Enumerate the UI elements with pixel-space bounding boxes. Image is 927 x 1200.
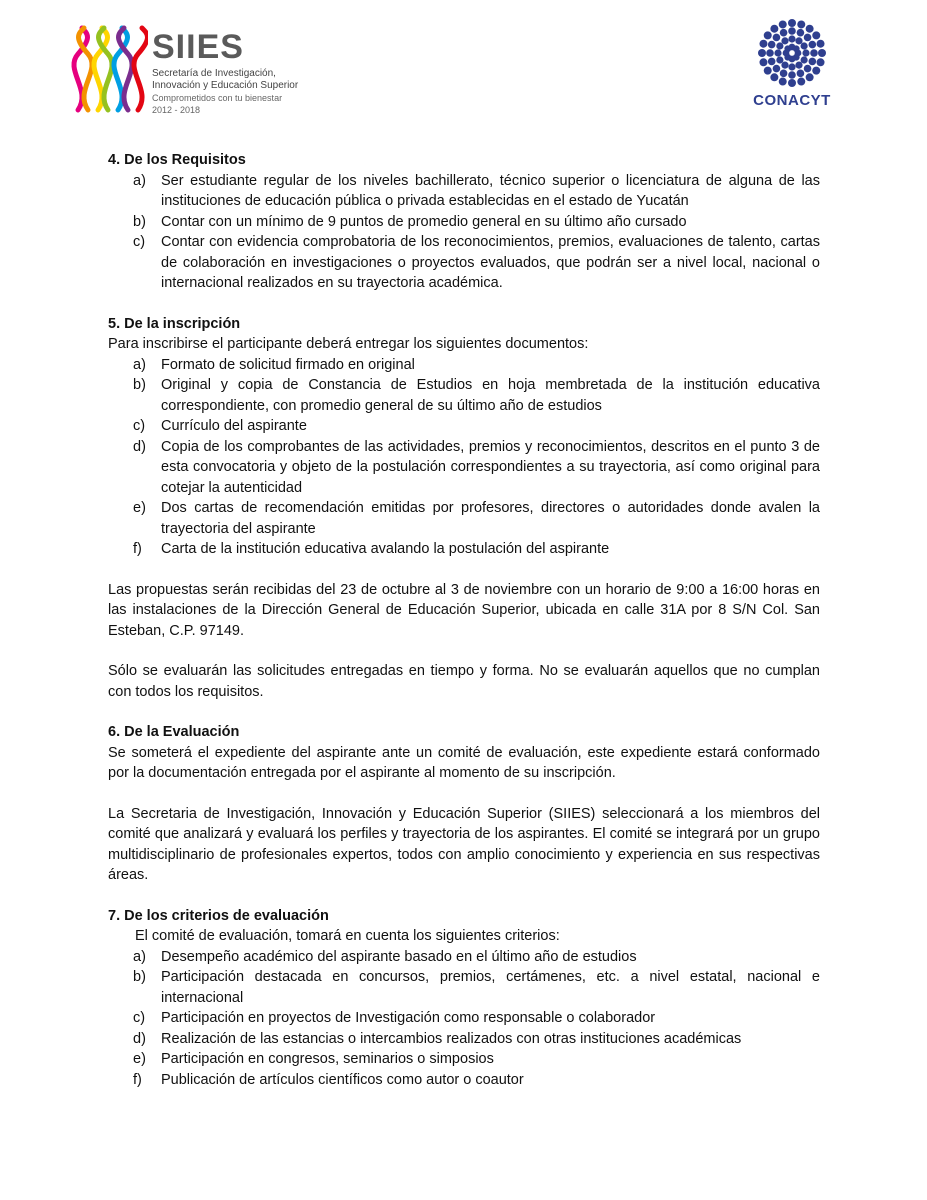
conacyt-dot	[780, 70, 788, 78]
conacyt-dot	[797, 78, 805, 86]
list-item	[108, 539, 820, 560]
section-criterios	[108, 906, 820, 1091]
document-body	[108, 150, 820, 1090]
section-inscripcion	[108, 314, 820, 703]
list-item	[108, 1029, 820, 1050]
paragraph-committee-members: La Secretaria de Investigación, Innovación y Educación Superior (SIIES) seleccionará a los miembros del comité que analizará y evaluará los perfiles y trayectoria de los aspirantes. El comité se integrará por un grupo multidisciplinario de profesionales expertos, todos con amplio conocimiento y experiencia en sus respectivas áreas.	[108, 805, 820, 883]
list-marker: a)	[133, 172, 146, 189]
section-intro: El comité de evaluación, tomará en cuenta los siguientes criterios:	[135, 928, 560, 944]
conacyt-name: CONACYT	[753, 92, 831, 109]
list-marker: c)	[133, 418, 146, 434]
conacyt-dot	[770, 73, 778, 81]
siies-line-1: Secretaría de Investigación,	[152, 68, 276, 79]
list-marker: b)	[133, 969, 146, 985]
section-evaluacion	[108, 722, 820, 886]
conacyt-dot	[759, 58, 767, 66]
criteria-list	[108, 947, 820, 1091]
siies-emblem-icon	[70, 24, 148, 116]
list-marker: b)	[133, 213, 146, 230]
conacyt-dot	[773, 34, 781, 42]
list-marker: f)	[133, 541, 142, 557]
conacyt-dot	[779, 20, 787, 28]
siies-line-2: Innovación y Educación Superior	[152, 80, 299, 91]
list-marker: a)	[133, 356, 146, 373]
list-item-text: Copia de los comprobantes de las actividades, premios y reconocimientos, descritos en el punto 3 de esta convocatoria y objeto de la postulación correspondientes a su trayectoria, así como original para cotejar la autenticidad	[161, 438, 820, 496]
list-item-text: Ser estudiante regular de los niveles bachillerato, técnico superior o licenciatura de alguna de las instituciones de educación pública o privada establecidas en el estado de Yucatán	[161, 172, 820, 209]
siies-name: SIIES	[152, 28, 244, 66]
conacyt-dot	[788, 27, 796, 35]
list-item-text: Realización de las estancias o intercambios realizados con otras instituciones académicas	[161, 1030, 742, 1047]
list-marker: e)	[133, 1051, 146, 1067]
conacyt-dot	[804, 34, 812, 42]
conacyt-dot	[801, 56, 808, 63]
paragraph-committee: Se someterá el expediente del aspirante ante un comité de evaluación, este expediente estará conformado por la documentación entregada por el aspirante al momento de su inscripción.	[108, 744, 820, 781]
section-heading: 7. De los criterios de evaluación	[108, 907, 329, 924]
list-item	[108, 437, 820, 499]
conacyt-dot	[774, 49, 781, 56]
conacyt-dot	[788, 79, 796, 87]
list-item-text: Contar con un mínimo de 9 puntos de promedio general en su último año cursado	[161, 213, 687, 230]
list-item-text: Dos cartas de recomendación emitidas por profesores, directores o autoridades donde avalen la trayectoria del aspirante	[161, 500, 820, 537]
list-item	[108, 967, 820, 1008]
conacyt-dot	[793, 45, 800, 52]
list-marker: a)	[133, 948, 146, 965]
conacyt-dot	[801, 42, 808, 49]
conacyt-dot	[788, 71, 796, 79]
list-item	[108, 171, 820, 212]
conacyt-dot	[806, 25, 814, 33]
section-heading: 4. De los Requisitos	[108, 152, 246, 168]
conacyt-dot	[781, 62, 788, 69]
conacyt-dot	[779, 78, 787, 86]
siies-stripe	[134, 28, 148, 110]
conacyt-logo	[744, 16, 840, 109]
conacyt-dot	[780, 29, 788, 37]
list-marker: f)	[133, 1071, 142, 1088]
list-item-text: Participación en proyectos de Investigación como responsable o colaborador	[161, 1010, 656, 1026]
section-requisitos	[108, 150, 820, 294]
conacyt-dot	[809, 58, 817, 66]
list-item-text: Carta de la institución educativa avalando la postulación del aspirante	[161, 541, 610, 557]
conacyt-dot	[764, 67, 772, 75]
conacyt-dot	[810, 49, 818, 57]
list-item	[108, 355, 820, 376]
list-item	[108, 1070, 820, 1091]
list-marker: c)	[133, 234, 146, 250]
list-marker: e)	[133, 500, 146, 516]
list-marker: d)	[133, 1030, 146, 1047]
conacyt-dot	[776, 56, 783, 63]
conacyt-dot	[818, 49, 826, 57]
list-item-text: Participación en congresos, seminarios o simposios	[161, 1051, 494, 1067]
paragraph-deadline-note: Sólo se evaluarán las solicitudes entregadas en tiempo y forma. No se evaluarán aquellos que no cumplan con todos los requisitos.	[108, 663, 820, 700]
list-item-text: Currículo del aspirante	[161, 418, 307, 434]
list-marker: c)	[133, 1010, 146, 1026]
conacyt-emblem-icon	[755, 16, 829, 90]
list-item-text: Original y copia de Constancia de Estudios en hoja membretada de la institución educativa correspondiente, con promedio general de su último año de estudios	[161, 377, 820, 414]
list-item-text: Desempeño académico del aspirante basado en el último año de estudios	[161, 948, 637, 965]
conacyt-dot	[795, 62, 802, 69]
conacyt-dot	[812, 31, 820, 39]
list-item	[108, 1049, 820, 1070]
letterhead	[0, 0, 927, 140]
conacyt-dot	[766, 49, 774, 57]
paragraph-reception: Las propuestas serán recibidas del 23 de octubre al 3 de noviembre con un horario de 9:00 a 16:00 horas en las instalaciones de la Dirección General de Educación Superior, ubicada en calle 31A por 8 S/N Col. San Esteban, C.P. 97149.	[108, 581, 820, 639]
list-marker: d)	[133, 438, 146, 455]
list-item-text: Formato de solicitud firmado en original	[161, 356, 415, 373]
list-item-text: Contar con evidencia comprobatoria de los reconocimientos, premios, evaluaciones de talento, cartas de colaboración en investigaciones o proyectos evaluados, que podrán ser a nivel local, nacional o internacional realizados en su trayectoria académica.	[161, 234, 820, 291]
list-item	[108, 498, 820, 539]
conacyt-dot	[764, 31, 772, 39]
conacyt-dot	[773, 65, 781, 73]
conacyt-dot	[802, 49, 809, 56]
section-intro: Para inscribirse el participante deberá entregar los siguientes documentos:	[108, 336, 589, 352]
siies-period: 2012 - 2018	[152, 105, 201, 115]
conacyt-dot	[804, 65, 812, 73]
conacyt-dot	[797, 29, 805, 37]
conacyt-dot	[797, 70, 805, 78]
siies-wordmark	[152, 30, 298, 116]
requirements-list	[108, 171, 820, 294]
section-heading: 5. De la inscripción	[108, 315, 241, 332]
conacyt-dot	[768, 58, 776, 66]
documents-list	[108, 355, 820, 560]
conacyt-dot	[768, 41, 776, 49]
list-marker: b)	[133, 377, 146, 393]
conacyt-dot	[806, 73, 814, 81]
conacyt-dot	[795, 37, 802, 44]
list-item	[108, 375, 820, 416]
list-item	[108, 947, 820, 968]
conacyt-dot	[759, 40, 767, 48]
list-item	[108, 1008, 820, 1029]
conacyt-dot	[788, 63, 795, 70]
conacyt-dot	[817, 58, 825, 66]
list-item	[108, 212, 820, 233]
conacyt-dot	[788, 19, 796, 27]
conacyt-dot	[809, 41, 817, 49]
conacyt-dot	[817, 40, 825, 48]
conacyt-dot	[797, 20, 805, 28]
conacyt-dot	[788, 35, 795, 42]
list-item-text: Participación destacada en concursos, premios, certámenes, etc. a nivel estatal, nacional e internacional	[161, 969, 820, 1006]
conacyt-dot	[770, 25, 778, 33]
conacyt-dot	[812, 67, 820, 75]
conacyt-dot	[758, 49, 766, 57]
list-item	[108, 416, 820, 437]
list-item	[108, 232, 820, 294]
section-heading: 6. De la Evaluación	[108, 724, 240, 740]
conacyt-dot	[776, 42, 783, 49]
siies-slogan: Comprometidos con tu bienestar	[152, 93, 283, 103]
list-item-text: Publicación de artículos científicos como autor o coautor	[161, 1071, 524, 1088]
conacyt-dot	[781, 37, 788, 44]
